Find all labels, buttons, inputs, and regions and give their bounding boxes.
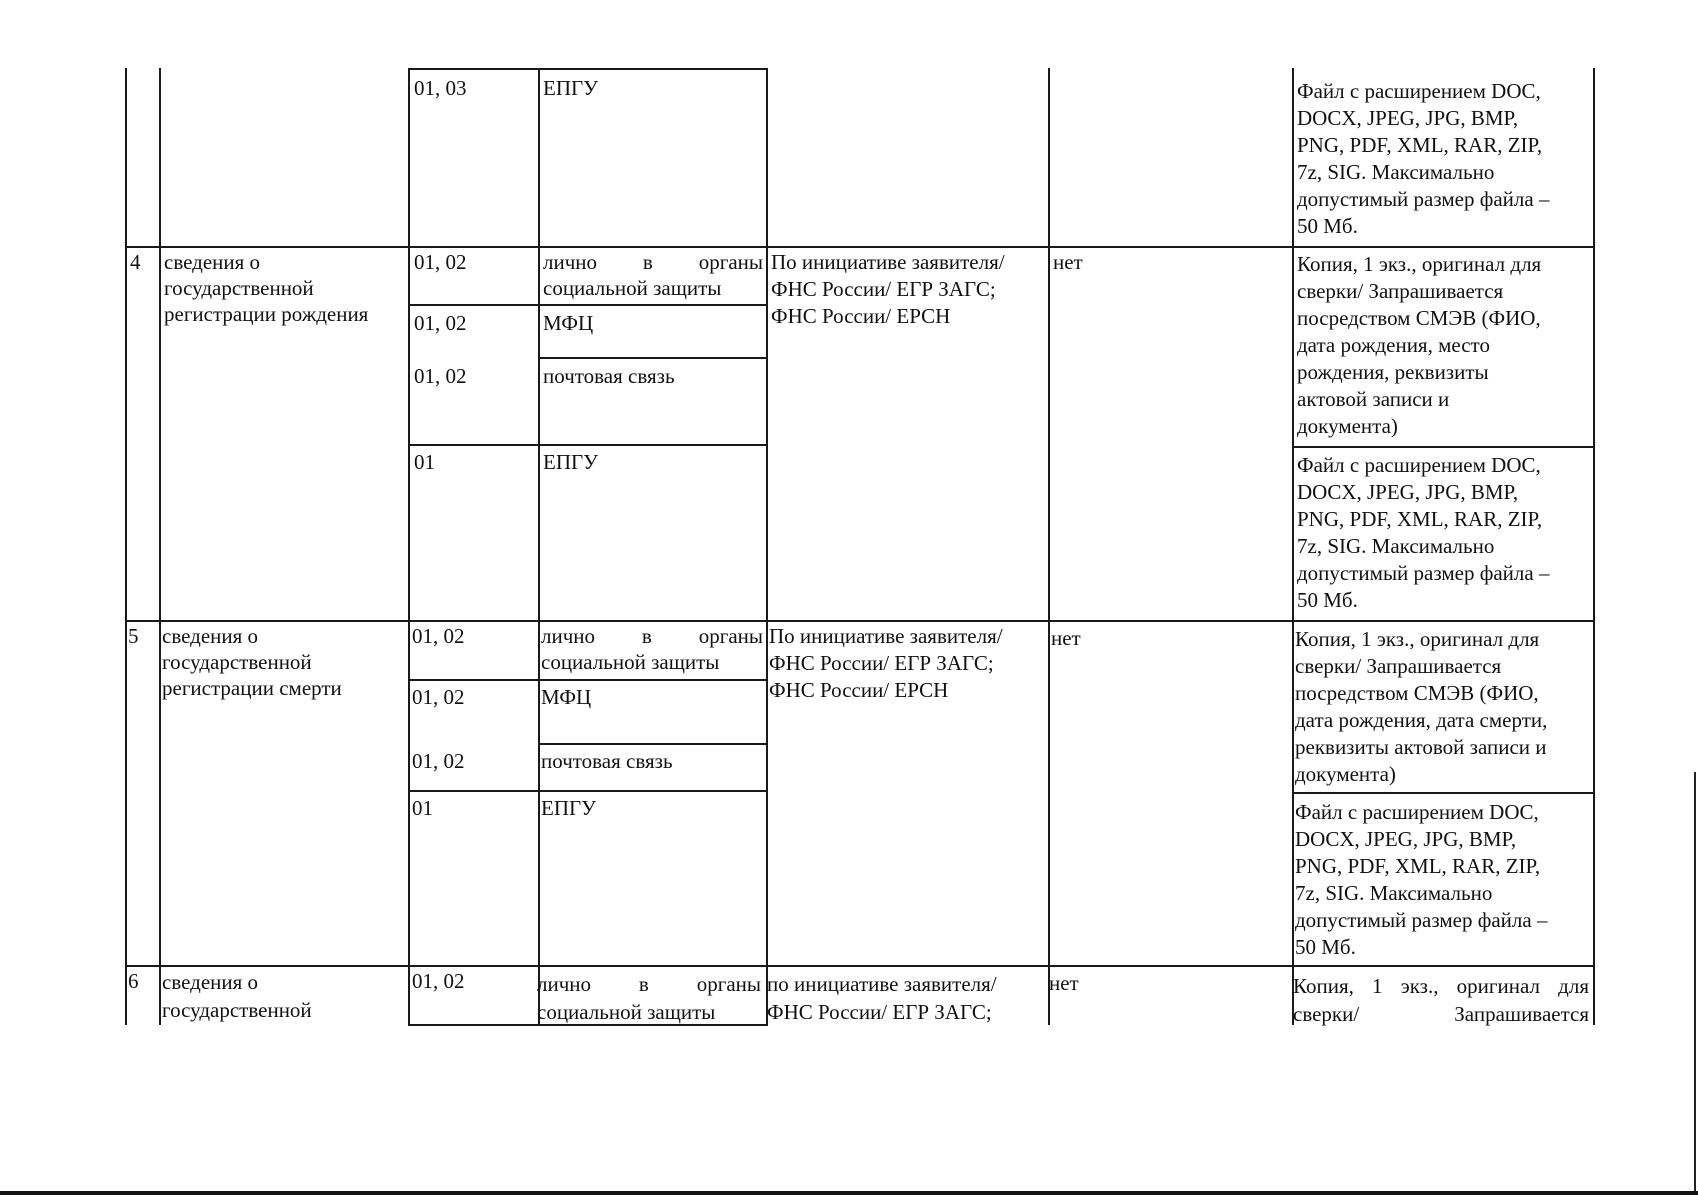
channel-code: 01: [412, 796, 433, 820]
format-cell: Файл с расширением DOC, DOCX, JPEG, JPG, BMP, PNG, PDF, XML, RAR, ZIP, 7z, SIG. Максимально допустимый размер файла – 50 Мб.: [1295, 800, 1548, 959]
hline: [1292, 446, 1595, 448]
channel-method: почтовая связь: [541, 749, 673, 773]
col-border-code: [538, 68, 540, 1025]
info-cell: сведения о государственной регистрации смерти: [162, 624, 342, 700]
channel-method: почтовая связь: [543, 364, 675, 388]
hline: [408, 68, 768, 70]
requirement-cell: нет: [1053, 250, 1083, 274]
hline: [125, 965, 1595, 967]
channel-method: ЕПГУ: [541, 796, 597, 820]
format-cell: Копия, 1 экз., оригинал для сверки/ Запрашивается посредством СМЭВ (ФИО, дата рождения, дата смерти, реквизиты актовой записи и документа): [1295, 627, 1548, 786]
channel-method: МФЦ: [541, 685, 592, 709]
channel-method: ЕПГУ: [543, 450, 599, 474]
hline: [125, 620, 1595, 622]
col-border-right: [1593, 68, 1595, 1025]
basis-cell: По инициативе заявителя/ ФНС России/ ЕГР ЗАГС; ФНС России/ ЕРСН: [769, 624, 1003, 702]
hline: [538, 743, 768, 745]
channel-code: 01, 02: [412, 969, 465, 993]
format-cell: Копия, 1 экз., оригинал для сверки/ Запрашивается: [1293, 974, 1589, 1026]
requirement-cell: нет: [1049, 971, 1079, 995]
channel-code: 01, 02: [414, 250, 467, 274]
hline: [1292, 792, 1595, 794]
channel-method: МФЦ: [543, 311, 594, 335]
channel-code: 01, 02: [414, 364, 467, 388]
channel-code: 01, 02: [412, 749, 465, 773]
requirement-cell: нет: [1051, 626, 1081, 650]
channel-code: 01, 03: [414, 76, 467, 100]
channel-method: лично в органы социальной защиты: [541, 624, 763, 674]
col-border-num: [159, 68, 161, 1025]
format-cell: Файл с расширением DOC, DOCX, JPEG, JPG, BMP, PNG, PDF, XML, RAR, ZIP, 7z, SIG. Максимально допустимый размер файла – 50 Мб.: [1297, 79, 1550, 238]
channel-method: ЕПГУ: [543, 76, 599, 100]
hline: [408, 304, 768, 306]
channel-code: 01, 02: [412, 685, 465, 709]
channel-code: 01, 02: [414, 311, 467, 335]
basis-cell: по инициативе заявителя/ ФНС России/ ЕГР ЗАГС;: [767, 972, 997, 1024]
format-cell: Копия, 1 экз., оригинал для сверки/ Запрашивается посредством СМЭВ (ФИО, дата рождения, место рождения, реквизиты актовой записи и документа): [1297, 252, 1542, 438]
info-cell: сведения о государственной регистрации рождения: [164, 250, 369, 326]
hline: [408, 444, 768, 446]
channel-method: лично в органы социальной защиты: [537, 972, 761, 1024]
scan-edge-line: [1694, 772, 1696, 1192]
page-bottom-rule: [0, 1191, 1698, 1195]
channel-code: 01, 02: [412, 624, 465, 648]
col-border-info: [408, 68, 410, 1025]
channel-method: лично в органы социальной защиты: [543, 250, 763, 300]
col-border-method: [766, 68, 768, 1025]
channel-code: 01: [414, 450, 435, 474]
format-cell: Файл с расширением DOC, DOCX, JPEG, JPG, BMP, PNG, PDF, XML, RAR, ZIP, 7z, SIG. Максимально допустимый размер файла – 50 Мб.: [1297, 453, 1550, 612]
row-number: 5: [128, 624, 139, 648]
col-border-req: [1292, 68, 1294, 1025]
hline: [125, 246, 1595, 248]
col-border-left: [125, 68, 127, 1025]
row-number: 6: [128, 969, 139, 993]
hline: [538, 357, 768, 359]
hline: [408, 790, 768, 792]
row-number: 4: [130, 250, 141, 274]
info-cell: сведения о государственной: [162, 970, 312, 1022]
hline: [408, 679, 768, 681]
col-border-basis: [1048, 68, 1050, 1025]
basis-cell: По инициативе заявителя/ ФНС России/ ЕГР ЗАГС; ФНС России/ ЕРСН: [771, 250, 1005, 328]
